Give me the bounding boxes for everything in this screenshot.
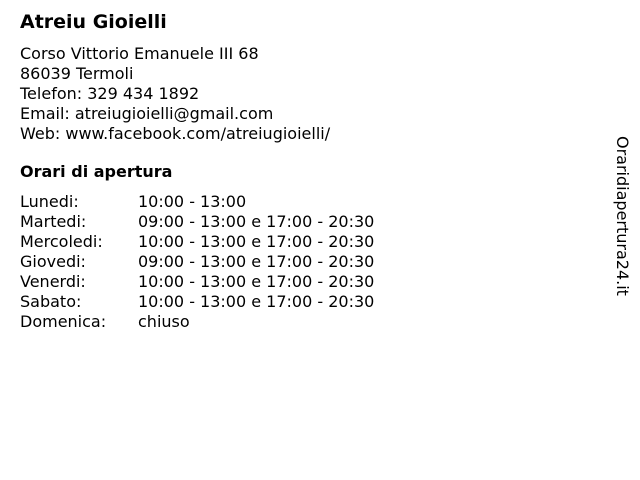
hours-row-saturday — [20, 292, 580, 312]
hours-row-monday — [20, 192, 580, 212]
phone-line: Telefon: 329 434 1892 — [20, 84, 200, 103]
hours-row-thursday — [20, 252, 580, 272]
email-line: Email: atreiugioielli@gmail.com — [20, 104, 274, 123]
hours-row-friday — [20, 272, 580, 292]
address-street: Corso Vittorio Emanuele III 68 — [20, 44, 259, 63]
side-brand-text: Oraridiapertura24.it — [613, 136, 632, 296]
hours-time-value: 10:00 - 13:00 — [138, 192, 247, 211]
hours-day-label: Martedi: — [20, 212, 87, 231]
hours-time-value: chiuso — [138, 312, 190, 331]
hours-time-value: 10:00 - 13:00 e 17:00 - 20:30 — [138, 232, 375, 251]
hours-day-label: Lunedi: — [20, 192, 79, 211]
hours-row-sunday — [20, 312, 580, 332]
hours-day-label: Mercoledi: — [20, 232, 103, 251]
hours-heading: Orari di apertura — [20, 162, 173, 181]
hours-time-value: 10:00 - 13:00 e 17:00 - 20:30 — [138, 292, 375, 311]
business-card — [20, 10, 580, 332]
hours-row-wednesday — [20, 232, 580, 252]
business-name: Atreiu Gioielli — [20, 11, 167, 33]
side-brand — [612, 136, 632, 312]
address-city: 86039 Termoli — [20, 64, 134, 83]
web-line: Web: www.facebook.com/atreiugioielli/ — [20, 124, 331, 143]
hours-table — [20, 192, 580, 332]
hours-day-label: Sabato: — [20, 292, 82, 311]
hours-day-label: Domenica: — [20, 312, 107, 331]
hours-time-value: 10:00 - 13:00 e 17:00 - 20:30 — [138, 272, 375, 291]
hours-day-label: Venerdi: — [20, 272, 86, 291]
hours-time-value: 09:00 - 13:00 e 17:00 - 20:30 — [138, 252, 375, 271]
hours-row-tuesday — [20, 212, 580, 232]
hours-time-value: 09:00 - 13:00 e 17:00 - 20:30 — [138, 212, 375, 231]
hours-day-label: Giovedi: — [20, 252, 86, 271]
